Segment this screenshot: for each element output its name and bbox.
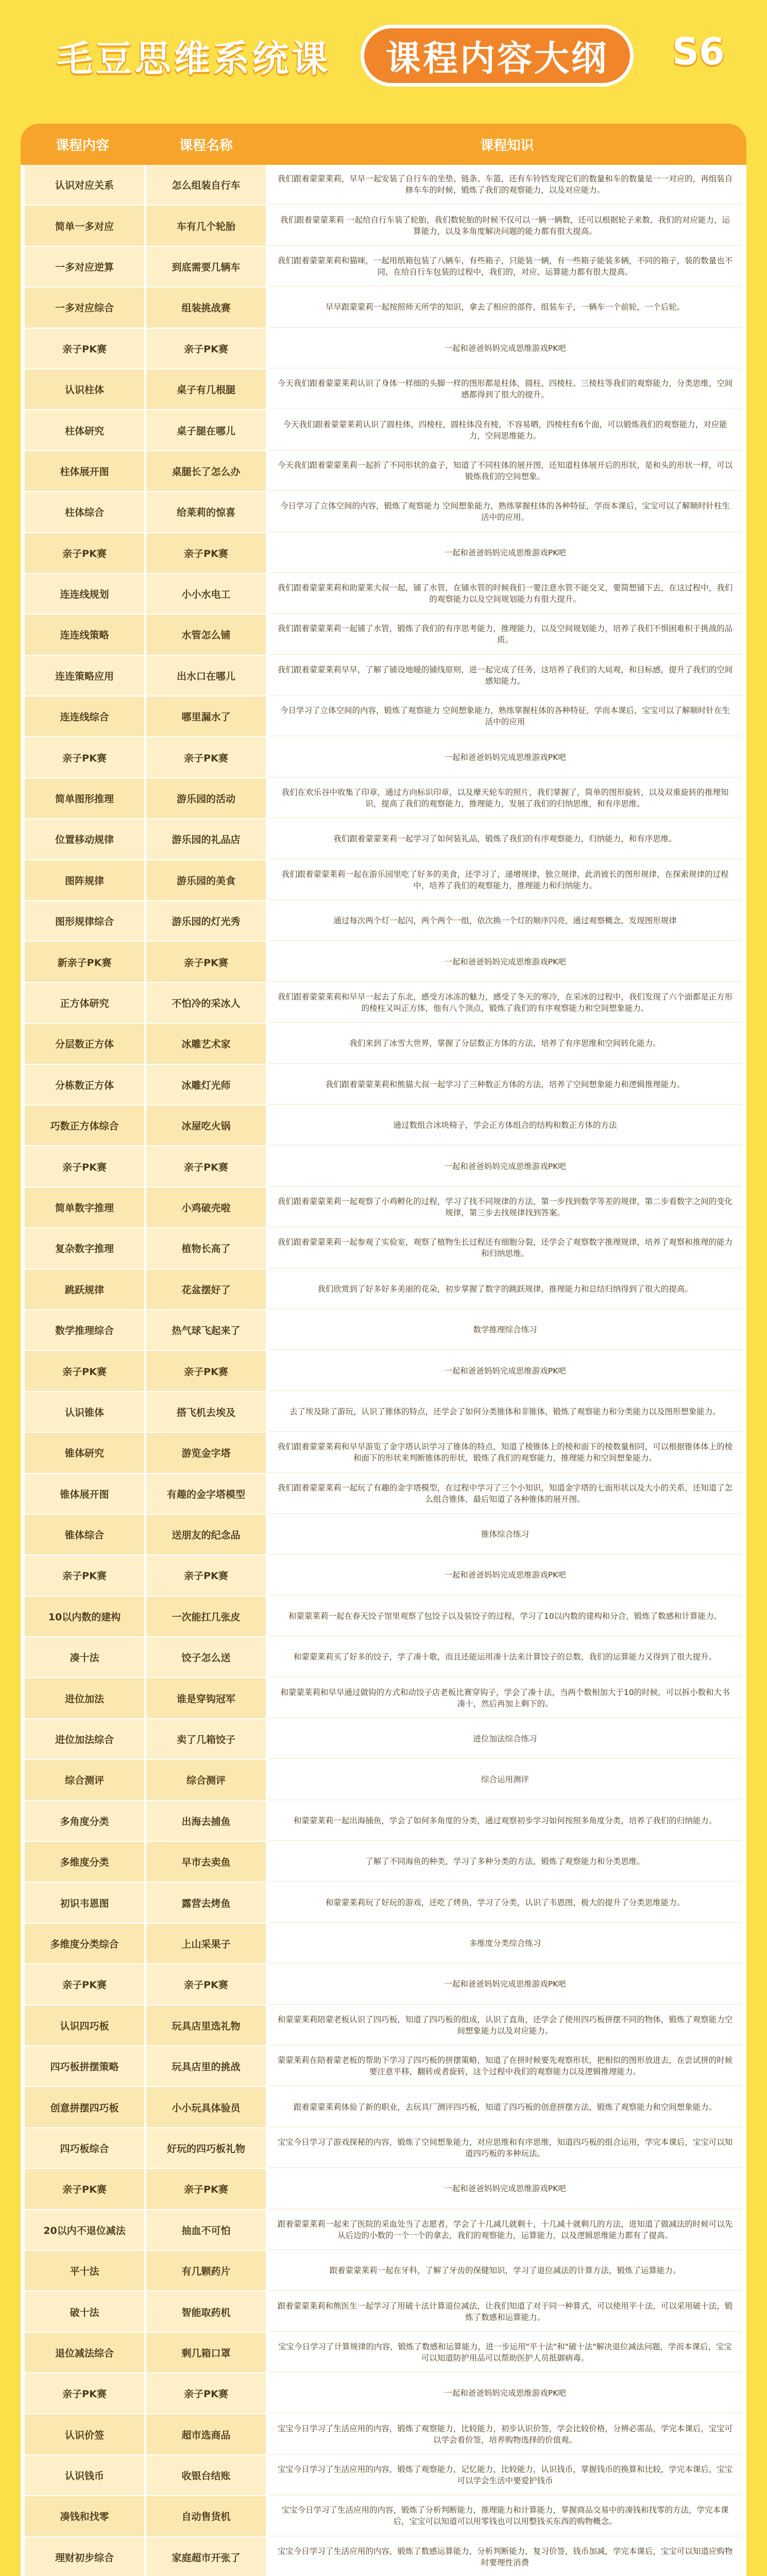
column-header-content: 课程内容 xyxy=(55,138,109,154)
cell-course-name: 亲子PK赛 xyxy=(146,533,266,573)
cell-course-name: 有趣的金字塔模型 xyxy=(146,1474,266,1514)
table-row xyxy=(25,1269,742,1310)
cell-course-content: 认识锥体 xyxy=(25,1392,144,1432)
cell-course-content: 一多对应逆算 xyxy=(25,247,144,286)
cell-course-knowledge: 和蒙蒙莱莉一起出海捕鱼，学会了如何多角度的分类，通过观察初步学习如何按照多角度分类，培养了我们的归纳能力。 xyxy=(268,1801,742,1841)
cell-course-content: 认识对应关系 xyxy=(25,165,144,205)
cell-course-knowledge: 宝宝今日学习了计算规律的内容，锻炼了数感和运算能力，进一步运用"平十法"和"破十法"解决退位减法问题，学而本课后，宝宝可以知道防护用品可以帮助医护人员抵御病毒。 xyxy=(268,2333,742,2372)
cell-course-knowledge: 进位加法综合练习 xyxy=(268,1719,742,1759)
cell-course-knowledge: 跟着蒙蒙莱莉体验了新的职业，去玩具厂测评四巧板，知道了四巧板的创意拼摆方法，锻炼了观察能力和空间想象能力。 xyxy=(268,2087,742,2127)
cell-course-content: 多维度分类 xyxy=(25,1842,144,1882)
cell-course-knowledge: 锥体综合练习 xyxy=(268,1515,742,1554)
table-row xyxy=(25,206,742,246)
cell-course-knowledge: 数学推理综合练习 xyxy=(268,1310,742,1350)
cell-course-content: 连连线规划 xyxy=(25,574,144,614)
table-row xyxy=(25,615,742,655)
cell-course-knowledge: 我们跟着蒙蒙莱莉和早早游览了金字塔认识学习了锥体的特点，知道了棱锥体上的棱和面下的棱数量相同，可以根据锥体体上的棱和面下的形状来判断锥体的形状，锻炼了我们的观察能力，推理能力和空间想象能力。 xyxy=(268,1433,742,1472)
table-row xyxy=(25,1555,742,1596)
table-row xyxy=(25,2087,742,2128)
table-row xyxy=(25,574,742,615)
table-row xyxy=(25,533,742,574)
cell-course-name: 卖了几箱饺子 xyxy=(146,1719,266,1759)
cell-course-name: 冰雕艺术家 xyxy=(146,1024,266,1063)
cell-course-content: 连连线综合 xyxy=(25,697,144,736)
table-row xyxy=(25,369,742,410)
cell-course-content: 综合测评 xyxy=(25,1760,144,1800)
cell-course-name: 谁是穿钩冠军 xyxy=(146,1678,266,1718)
cell-course-knowledge: 通过数组合冰块椅子，学会正方体组合的结构和数正方体的方法 xyxy=(268,1106,742,1145)
cell-course-knowledge: 去了埃及除了游玩，认识了锥体的特点，还学会了如何分类锥体和非锥体，锻炼了观察能力和分类能力以及图形想象能力。 xyxy=(268,1392,742,1432)
table-row xyxy=(25,1842,742,1883)
cell-course-name: 热气球飞起来了 xyxy=(146,1310,266,1350)
table-row xyxy=(25,697,742,737)
cell-course-name: 上山采果子 xyxy=(146,1924,266,1963)
cell-course-knowledge: 我们跟着蒙蒙莱莉，早早一起安装了自行车的坐垫、链条、车篮，还有车铃铛发现它们的数量和车的数量是一一对应的，再组装自修车车的时候，锻炼了我们的观察能力，以及对应能力。 xyxy=(268,165,742,205)
table-row xyxy=(25,1433,742,1473)
course-outline-table xyxy=(21,124,746,2576)
cell-course-content: 锥体展开图 xyxy=(25,1474,144,1514)
cell-course-content: 简单数字推理 xyxy=(25,1188,144,1227)
cell-course-content: 柱体展开图 xyxy=(25,451,144,491)
cell-course-content: 简单图形推理 xyxy=(25,778,144,818)
table-row xyxy=(25,2496,742,2537)
cell-course-name: 组装挑战赛 xyxy=(146,287,266,327)
table-row xyxy=(25,2292,742,2332)
table-row xyxy=(25,656,742,697)
brand-title: 毛豆思维系统课 xyxy=(57,38,331,80)
cell-course-name: 综合测评 xyxy=(146,1760,266,1800)
table-row xyxy=(25,1924,742,1964)
table-row xyxy=(25,287,742,328)
table-row xyxy=(25,2006,742,2046)
table-row xyxy=(25,983,742,1024)
cell-course-knowledge: 一起和爸爸妈妈完成思维游戏PK吧 xyxy=(268,2374,742,2413)
table-row xyxy=(25,1719,742,1760)
cell-course-content: 分层数正方体 xyxy=(25,1024,144,1063)
cell-course-content: 图阵规律 xyxy=(25,860,144,900)
cell-course-name: 游览金字塔 xyxy=(146,1433,266,1472)
cell-course-name: 收银台结账 xyxy=(146,2455,266,2495)
cell-course-content: 进位加法综合 xyxy=(25,1719,144,1759)
cell-course-content: 简单一多对应 xyxy=(25,206,144,245)
cell-course-content: 亲子PK赛 xyxy=(25,1555,144,1595)
cell-course-content: 进位加法 xyxy=(25,1678,144,1718)
cell-course-knowledge: 我们跟着蒙蒙莱莉和早早一起去了东北，感受方冰冻的魅力，感受了冬天的寒冷，在采冰的过程中，我们发现了六个面都是正方形的棱柱又叫正方体，他有八个顶点，锻炼了我们的有序观察能力和空间想象能力。 xyxy=(268,983,742,1023)
cell-course-knowledge: 跟着蒙蒙莱莉和熊医生一起学习了用破十法计算退位减法，让我们知道了对于同一种算式，可以使用平十法，可以采用破十法，锻炼了数感和运算能力。 xyxy=(268,2292,742,2331)
cell-course-knowledge: 我们跟着蒙蒙莱莉和熊猫大叔一起学习了三种数正方体的方法，培养了空间想象能力和逻辑推理能力。 xyxy=(268,1065,742,1105)
column-header-name: 课程名称 xyxy=(179,138,233,154)
table-row xyxy=(25,1964,742,2005)
table-row xyxy=(25,1597,742,1637)
cell-course-knowledge: 我们跟着蒙蒙莱莉一起参观了实验室，观察了植物生长过程还有细胞分裂，还学会了观察数字推理规律，培养了观察和推理的能力和归纳思维。 xyxy=(268,1228,742,1268)
cell-course-name: 不怕冷的采冰人 xyxy=(146,983,266,1023)
cell-course-name: 抽血不可怕 xyxy=(146,2210,266,2250)
cell-course-knowledge: 多维度分类综合练习 xyxy=(268,1924,742,1963)
cell-course-name: 好玩的四巧板礼物 xyxy=(146,2128,266,2168)
cell-course-name: 亲子PK赛 xyxy=(146,1146,266,1186)
cell-course-name: 小鸡破壳啦 xyxy=(146,1188,266,1227)
level-badge: S6 xyxy=(672,30,725,73)
cell-course-knowledge: 一起和爸爸妈妈完成思维游戏PK吧 xyxy=(268,329,742,368)
cell-course-content: 退位减法综合 xyxy=(25,2333,144,2372)
cell-course-content: 平十法 xyxy=(25,2251,144,2291)
cell-course-content: 亲子PK赛 xyxy=(25,1146,144,1186)
cell-course-name: 游乐园的灯光秀 xyxy=(146,901,266,941)
cell-course-knowledge: 和蒙蒙莱莉玩了好玩的游戏，还吃了烤鱼，学习了分类，认识了韦恩图，极大的提升了分类思维能力。 xyxy=(268,1883,742,1922)
cell-course-content: 亲子PK赛 xyxy=(25,737,144,777)
cell-course-content: 柱体研究 xyxy=(25,410,144,450)
cell-course-name: 冰屋吃火锅 xyxy=(146,1106,266,1145)
cell-course-knowledge: 宝宝今日学习了生活应用的内容，锻炼了观察能力，比较能力，初步认识价签，学会比较价格，分辨必需品，学完本课后，宝宝可以学会看价签，培养购物选择的价值观。 xyxy=(268,2414,742,2454)
table-row xyxy=(25,1228,742,1269)
cell-course-name: 送朋友的纪念品 xyxy=(146,1515,266,1554)
table-row xyxy=(25,1637,742,1678)
cell-course-name: 亲子PK赛 xyxy=(146,1964,266,2004)
table-row xyxy=(25,942,742,982)
table-row xyxy=(25,1801,742,1842)
cell-course-content: 亲子PK赛 xyxy=(25,2169,144,2209)
cell-course-knowledge: 我们跟着蒙蒙莱莉一起在游乐园里吃了好多的美食，还学习了，递增规律，独立规律，此消彼长的图形规律，在探索规律的过程中，培养了我们的观察能力，推理能力和归纳能力。 xyxy=(268,860,742,900)
cell-course-knowledge: 一起和爸爸妈妈完成思维游戏PK吧 xyxy=(268,533,742,573)
cell-course-name: 亲子PK赛 xyxy=(146,1555,266,1595)
cell-course-knowledge: 一起和爸爸妈妈完成思维游戏PK吧 xyxy=(268,737,742,777)
cell-course-knowledge: 我们跟着蒙蒙莱莉一起铺了水管，锻炼了我们的有序思考能力，推理能力，以及空间规划能力，培养了我们不惧困难积于挑战的品质。 xyxy=(268,615,742,654)
cell-course-knowledge: 一起和爸爸妈妈完成思维游戏PK吧 xyxy=(268,1351,742,1391)
cell-course-name: 智能取药机 xyxy=(146,2292,266,2331)
cell-course-content: 凑十法 xyxy=(25,1637,144,1677)
table-row xyxy=(25,1474,742,1515)
cell-course-content: 10以内数的建构 xyxy=(25,1597,144,1636)
cell-course-knowledge: 宝宝今日学习了生活应用的内容，锻炼了数感运算能力，分析判断能力，复习价签，钱币加减，学完本课后，宝宝可以知道应购物时要理性消费 xyxy=(268,2537,742,2576)
table-row xyxy=(25,247,742,287)
cell-course-name: 饺子怎么送 xyxy=(146,1637,266,1677)
cell-course-name: 自动售货机 xyxy=(146,2496,266,2536)
cell-course-knowledge: 早早跟蒙蒙莉一起按照师天所学的知识，拿去了相应的部件，组装车子，一辆车一个前轮，一个后轮。 xyxy=(268,287,742,327)
cell-course-knowledge: 我们跟着蒙蒙莱莉和猫咪，一起用纸箱包装了八辆车，有些箱子，只能装一辆，有一些箱子能装多辆，不同的箱子，装的数量也不同，在给自行车包装的过程中，我们的，对应、运算能力都有很大提高。 xyxy=(268,247,742,286)
cell-course-knowledge: 和蒙蒙莱莉一起在春天饺子馆里观察了包饺子以及装饺子的过程，学习了10以内数的建构和分合，锻炼了数感和计算能力。 xyxy=(268,1597,742,1636)
cell-course-name: 出海去捕鱼 xyxy=(146,1801,266,1841)
column-header-knowledge: 课程知识 xyxy=(480,138,534,154)
header xyxy=(0,0,767,124)
table-row xyxy=(25,2046,742,2087)
cell-course-knowledge: 和蒙蒙莱莉和早早通过做钩的方式和动饺子店老板比赛穿钩子，学会了凑十法，当两个数相加大于10的时候，可以拆小数和大书凑十，然后再加上剩下的。 xyxy=(268,1678,742,1718)
cell-course-knowledge: 我们来到了冰雪大世界，掌握了分层数正方体的方法，培养了有序思维和空间转化能力。 xyxy=(268,1024,742,1063)
cell-course-name: 小小水电工 xyxy=(146,574,266,614)
cell-course-name: 怎么组装自行车 xyxy=(146,165,266,205)
table-row xyxy=(25,2128,742,2169)
cell-course-content: 新亲子PK赛 xyxy=(25,942,144,981)
table-row xyxy=(25,1392,742,1433)
cell-course-content: 正方体研究 xyxy=(25,983,144,1023)
cell-course-name: 亲子PK赛 xyxy=(146,329,266,368)
cell-course-name: 出水口在哪儿 xyxy=(146,656,266,696)
table-row xyxy=(25,2537,742,2576)
table-row xyxy=(25,329,742,369)
cell-course-knowledge: 我们欣赏到了好多好多美丽的花朵，初步掌握了数字的跳跃规律，推理能力和总结归纳得到了很大的提高。 xyxy=(268,1269,742,1309)
table-row xyxy=(25,2455,742,2496)
cell-course-name: 有几颗药片 xyxy=(146,2251,266,2291)
cell-course-content: 亲子PK赛 xyxy=(25,1964,144,2004)
cell-course-name: 给莱莉的惊喜 xyxy=(146,492,266,532)
cell-course-name: 到底需要几辆车 xyxy=(146,247,266,286)
cell-course-content: 创意拼摆四巧板 xyxy=(25,2087,144,2127)
cell-course-content: 数学推理综合 xyxy=(25,1310,144,1350)
table-row xyxy=(25,1146,742,1187)
cell-course-name: 哪里漏水了 xyxy=(146,697,266,736)
cell-course-content: 位置移动规律 xyxy=(25,819,144,859)
cell-course-knowledge: 我们跟着蒙蒙莱莉一起学习了如何装礼品，锻炼了我们的有序观察能力，归纳能力，和有序思维。 xyxy=(268,819,742,859)
table-row xyxy=(25,860,742,901)
cell-course-name: 植物长高了 xyxy=(146,1228,266,1268)
cell-course-name: 家庭超市开张了 xyxy=(146,2537,266,2576)
cell-course-content: 亲子PK赛 xyxy=(25,1351,144,1391)
cell-course-knowledge: 我们跟着蒙蒙莱莉早早，了解了铺设地暖的铺线原则，进一起完成了任务，这培养了我们的大局观，和目标感，提升了我们的空间感知能力。 xyxy=(268,656,742,696)
cell-course-content: 认识钱币 xyxy=(25,2455,144,2495)
cell-course-name: 桌子腿在哪儿 xyxy=(146,410,266,450)
cell-course-name: 游乐园的美食 xyxy=(146,860,266,900)
table-row xyxy=(25,1024,742,1064)
cell-course-knowledge: 和蒙蒙莱莉买了好多的饺子，学了凑十歌，而且还能运用凑十法来计算饺子的总数，我们的运算能力又得到了很大提升。 xyxy=(268,1637,742,1677)
cell-course-name: 桌腿长了怎么办 xyxy=(146,451,266,491)
cell-course-knowledge: 我们跟着蒙蒙莱莉一起观察了小鸡孵化的过程，学习了找不同规律的方法，第一步找到数学等差的规律，第二步看数字之间的变化规律，第三步去找规律找到答案。 xyxy=(268,1188,742,1227)
table-row xyxy=(25,901,742,942)
cell-course-knowledge: 宝宝今日学习了生活应用的内容，锻炼了观察能力，记忆能力，比较能力，认识钱币，掌握钱币的换算和比较，学完本课后，宝宝可以学会生活中要爱护钱币 xyxy=(268,2455,742,2495)
table-row xyxy=(25,2414,742,2455)
cell-course-content: 亲子PK赛 xyxy=(25,533,144,573)
table-row xyxy=(25,165,742,206)
cell-course-name: 花盆摆好了 xyxy=(146,1269,266,1309)
table-row xyxy=(25,2374,742,2414)
cell-course-content: 分栋数正方体 xyxy=(25,1065,144,1105)
cell-course-knowledge: 宝宝今日学习了游戏探秘的内容，锻炼了空间想象能力，对应思维和有序思维，知道四巧板的组合运用，学完本课后，宝宝可以知道四巧板的多种玩法。 xyxy=(268,2128,742,2168)
cell-course-content: 复杂数字推理 xyxy=(25,1228,144,1268)
cell-course-content: 图形规律综合 xyxy=(25,901,144,941)
table-row xyxy=(25,1065,742,1106)
cell-course-content: 亲子PK赛 xyxy=(25,2374,144,2413)
table-row xyxy=(25,492,742,533)
cell-course-knowledge: 一起和爸爸妈妈完成思维游戏PK吧 xyxy=(268,1964,742,2004)
cell-course-content: 多维度分类综合 xyxy=(25,1924,144,1963)
table-row xyxy=(25,410,742,451)
cell-course-name: 小小玩具体验员 xyxy=(146,2087,266,2127)
cell-course-content: 理财初步综合 xyxy=(25,2537,144,2576)
table-row xyxy=(25,2169,742,2210)
cell-course-name: 亲子PK赛 xyxy=(146,737,266,777)
cell-course-content: 一多对应综合 xyxy=(25,287,144,327)
page-title: 课程内容大纲 xyxy=(361,25,634,87)
cell-course-content: 初识韦恩图 xyxy=(25,1883,144,1922)
cell-course-knowledge: 我们跟着蒙蒙莱莉和助蒙莱大叔一起，铺了水管，在铺水管的时候我们一要注意水管不能交叉，要简想铺下去，在这过程中，我们的观察能力以及空间规划能力有很大提升。 xyxy=(268,574,742,614)
cell-course-name: 玩具店里的挑战 xyxy=(146,2046,266,2086)
cell-course-name: 游乐园的礼品店 xyxy=(146,819,266,859)
cell-course-knowledge: 今天我们跟着蒙蒙莱莉一起折了不同形状的盒子，知道了不同柱体的展开图，还知道柱体展开后的形状，是和头的形状一样，可以锻炼我们的空间想象。 xyxy=(268,451,742,491)
cell-course-knowledge: 了解了不同海鱼的种类，学习了多种分类的方法，锻炼了观察能力和分类思维。 xyxy=(268,1842,742,1882)
cell-course-name: 游乐园的活动 xyxy=(146,778,266,818)
table-row xyxy=(25,1106,742,1146)
table-row xyxy=(25,2333,742,2374)
cell-course-knowledge: 蒙蒙莱莉在陪着蒙老板的帮助下学习了四巧板的拼摆策略，知道了在拼时候要先观察形状，把相似的图形放进去，在尝试拼的时候要注意平移，翻转或者旋转，这个过程中我们的观察能力以及逻辑推理能力。 xyxy=(268,2046,742,2086)
cell-course-content: 四巧板拼摆策略 xyxy=(25,2046,144,2086)
cell-course-knowledge: 今天我们跟着蒙蒙莱莉认识了身体一样细的头脚一样的图形都是柱体，圆柱、四棱柱、三棱柱等我们的观察能力，分类思维，空间感都得到了很大的提升。 xyxy=(268,369,742,409)
cell-course-knowledge: 一起和爸爸妈妈完成思维游戏PK吧 xyxy=(268,1146,742,1186)
cell-course-knowledge: 一起和爸爸妈妈完成思维游戏PK吧 xyxy=(268,2169,742,2209)
cell-course-knowledge: 一起和爸爸妈妈完成思维游戏PK吧 xyxy=(268,942,742,981)
cell-course-knowledge: 今天我们跟着蒙蒙莱莉认识了圆柱体，四棱柱，圆柱体没有棱，不容易晒，四棱柱有6个面，可以锻炼我们的观察能力，对应能力，空间思维能力。 xyxy=(268,410,742,450)
cell-course-name: 剩几箱口罩 xyxy=(146,2333,266,2372)
cell-course-knowledge: 综合运用测评 xyxy=(268,1760,742,1800)
cell-course-content: 20以内不退位减法 xyxy=(25,2210,144,2250)
cell-course-knowledge: 宝宝今日学习了生活应用的内容，锻炼了分析判断能力，推理能力和计算能力，掌握商品交易中的凑钱和找零的方法，学完本课后，宝宝可以知道可以用零钱也可以用整钱买东西的购物概念。 xyxy=(268,2496,742,2536)
cell-course-name: 亲子PK赛 xyxy=(146,2169,266,2209)
cell-course-name: 早市去卖鱼 xyxy=(146,1842,266,1882)
cell-course-content: 四巧板综合 xyxy=(25,2128,144,2168)
cell-course-content: 亲子PK赛 xyxy=(25,329,144,368)
cell-course-content: 锥体综合 xyxy=(25,1515,144,1554)
table-row xyxy=(25,1188,742,1228)
table-body xyxy=(21,165,746,2576)
table-header xyxy=(21,124,746,165)
table-row xyxy=(25,1760,742,1801)
cell-course-knowledge: 今日学习了立体空间的内容，锻炼了观察能力 空间想象能力，熟练掌握柱体的各种特征，学而本课后，宝宝可以了解顺时针在生活中的应用 xyxy=(268,697,742,736)
table-row xyxy=(25,451,742,492)
cell-course-name: 车有几个轮胎 xyxy=(146,206,266,245)
cell-course-knowledge: 通过每次两个灯一起闪，两个两个一组，依次换一个灯的顺序闪亮，通过观察概念，发现图形规律 xyxy=(268,901,742,941)
cell-course-name: 冰雕灯光师 xyxy=(146,1065,266,1105)
cell-course-content: 锥体研究 xyxy=(25,1433,144,1472)
table-row xyxy=(25,1310,742,1351)
cell-course-content: 认识价签 xyxy=(25,2414,144,2454)
cell-course-name: 玩具店里选礼物 xyxy=(146,2006,266,2045)
cell-course-content: 认识柱体 xyxy=(25,369,144,409)
cell-course-name: 亲子PK赛 xyxy=(146,1351,266,1391)
cell-course-knowledge: 我们跟着蒙蒙莱莉 一起给自行车装了轮胎，我们数轮胎的时候不仅可以一辆一辆数，还可以根据轮子来数，我们的对应能力，运算能力，以及多角度解决问题的能力都有很大提高。 xyxy=(268,206,742,245)
cell-course-name: 超市选商品 xyxy=(146,2414,266,2454)
cell-course-knowledge: 我们在欢乐谷中收集了印章，通过方向标识印章，以及摩天轮车的照片，我们掌握了，简单的图形旋转，以及双重旋转的推理知识，提高了我们的观察能力，推理能力，发展了我们的归纳思维，和有序思维。 xyxy=(268,778,742,818)
table-row xyxy=(25,1883,742,1923)
table-row xyxy=(25,1678,742,1719)
cell-course-knowledge: 我们跟着蒙蒙莱莉一起玩了有趣的金字塔模型，在过程中学习了三个小知识，知道金字塔的七面形状以及大小的关系，还知道了怎么组合锥体，最后知道了各种锥体的展开图。 xyxy=(268,1474,742,1514)
cell-course-name: 桌子有几根腿 xyxy=(146,369,266,409)
cell-course-content: 凑钱和找零 xyxy=(25,2496,144,2536)
table-row xyxy=(25,1515,742,1555)
cell-course-content: 多角度分类 xyxy=(25,1801,144,1841)
cell-course-knowledge: 和蒙蒙莱莉陪蒙老板认识了四巧板，知道了四巧板的组成，认识了直角，还学会了使用四巧板拼摆不同的物体，锻炼了观察能力空间想象能力以及对应能力。 xyxy=(268,2006,742,2045)
cell-course-knowledge: 跟着蒙蒙莱莉一起在牙科，了解了牙齿的保健知识，学习了退位减法的计算方法，锻炼了运算能力。 xyxy=(268,2251,742,2291)
table-row xyxy=(25,737,742,778)
cell-course-name: 水管怎么铺 xyxy=(146,615,266,654)
cell-course-name: 露营去烤鱼 xyxy=(146,1883,266,1922)
cell-course-content: 柱体综合 xyxy=(25,492,144,532)
table-row xyxy=(25,2210,742,2251)
table-row xyxy=(25,1351,742,1392)
cell-course-name: 亲子PK赛 xyxy=(146,2374,266,2413)
cell-course-name: 搭飞机去埃及 xyxy=(146,1392,266,1432)
cell-course-name: 亲子PK赛 xyxy=(146,942,266,981)
table-row xyxy=(25,819,742,860)
cell-course-content: 跳跃规律 xyxy=(25,1269,144,1309)
cell-course-knowledge: 跟着蒙蒙莱莉一起来了医院的采血处当了志愿者，学会了十几减几就剩十，十几减十就剩几的方法，进知道了做减法的时候可以先从后边的小数的一个一个的拿去，我们的观察能力，运算能力，以及逻辑思维能力都有了提高。 xyxy=(268,2210,742,2250)
cell-course-content: 巧数正方体综合 xyxy=(25,1106,144,1145)
cell-course-knowledge: 今日学习了立体空间的内容，锻炼了观察能力 空间想象能力，熟练掌握柱体的各种特征，学而本课后，宝宝可以了解顺时针柱生活中的应用。 xyxy=(268,492,742,532)
cell-course-content: 连连策略应用 xyxy=(25,656,144,696)
cell-course-content: 认识四巧板 xyxy=(25,2006,144,2045)
table-row xyxy=(25,778,742,819)
cell-course-content: 连连线策略 xyxy=(25,615,144,654)
cell-course-name: 一次能扛几张皮 xyxy=(146,1597,266,1636)
cell-course-content: 破十法 xyxy=(25,2292,144,2331)
table-row xyxy=(25,2251,742,2292)
cell-course-knowledge: 一起和爸爸妈妈完成思维游戏PK吧 xyxy=(268,1555,742,1595)
